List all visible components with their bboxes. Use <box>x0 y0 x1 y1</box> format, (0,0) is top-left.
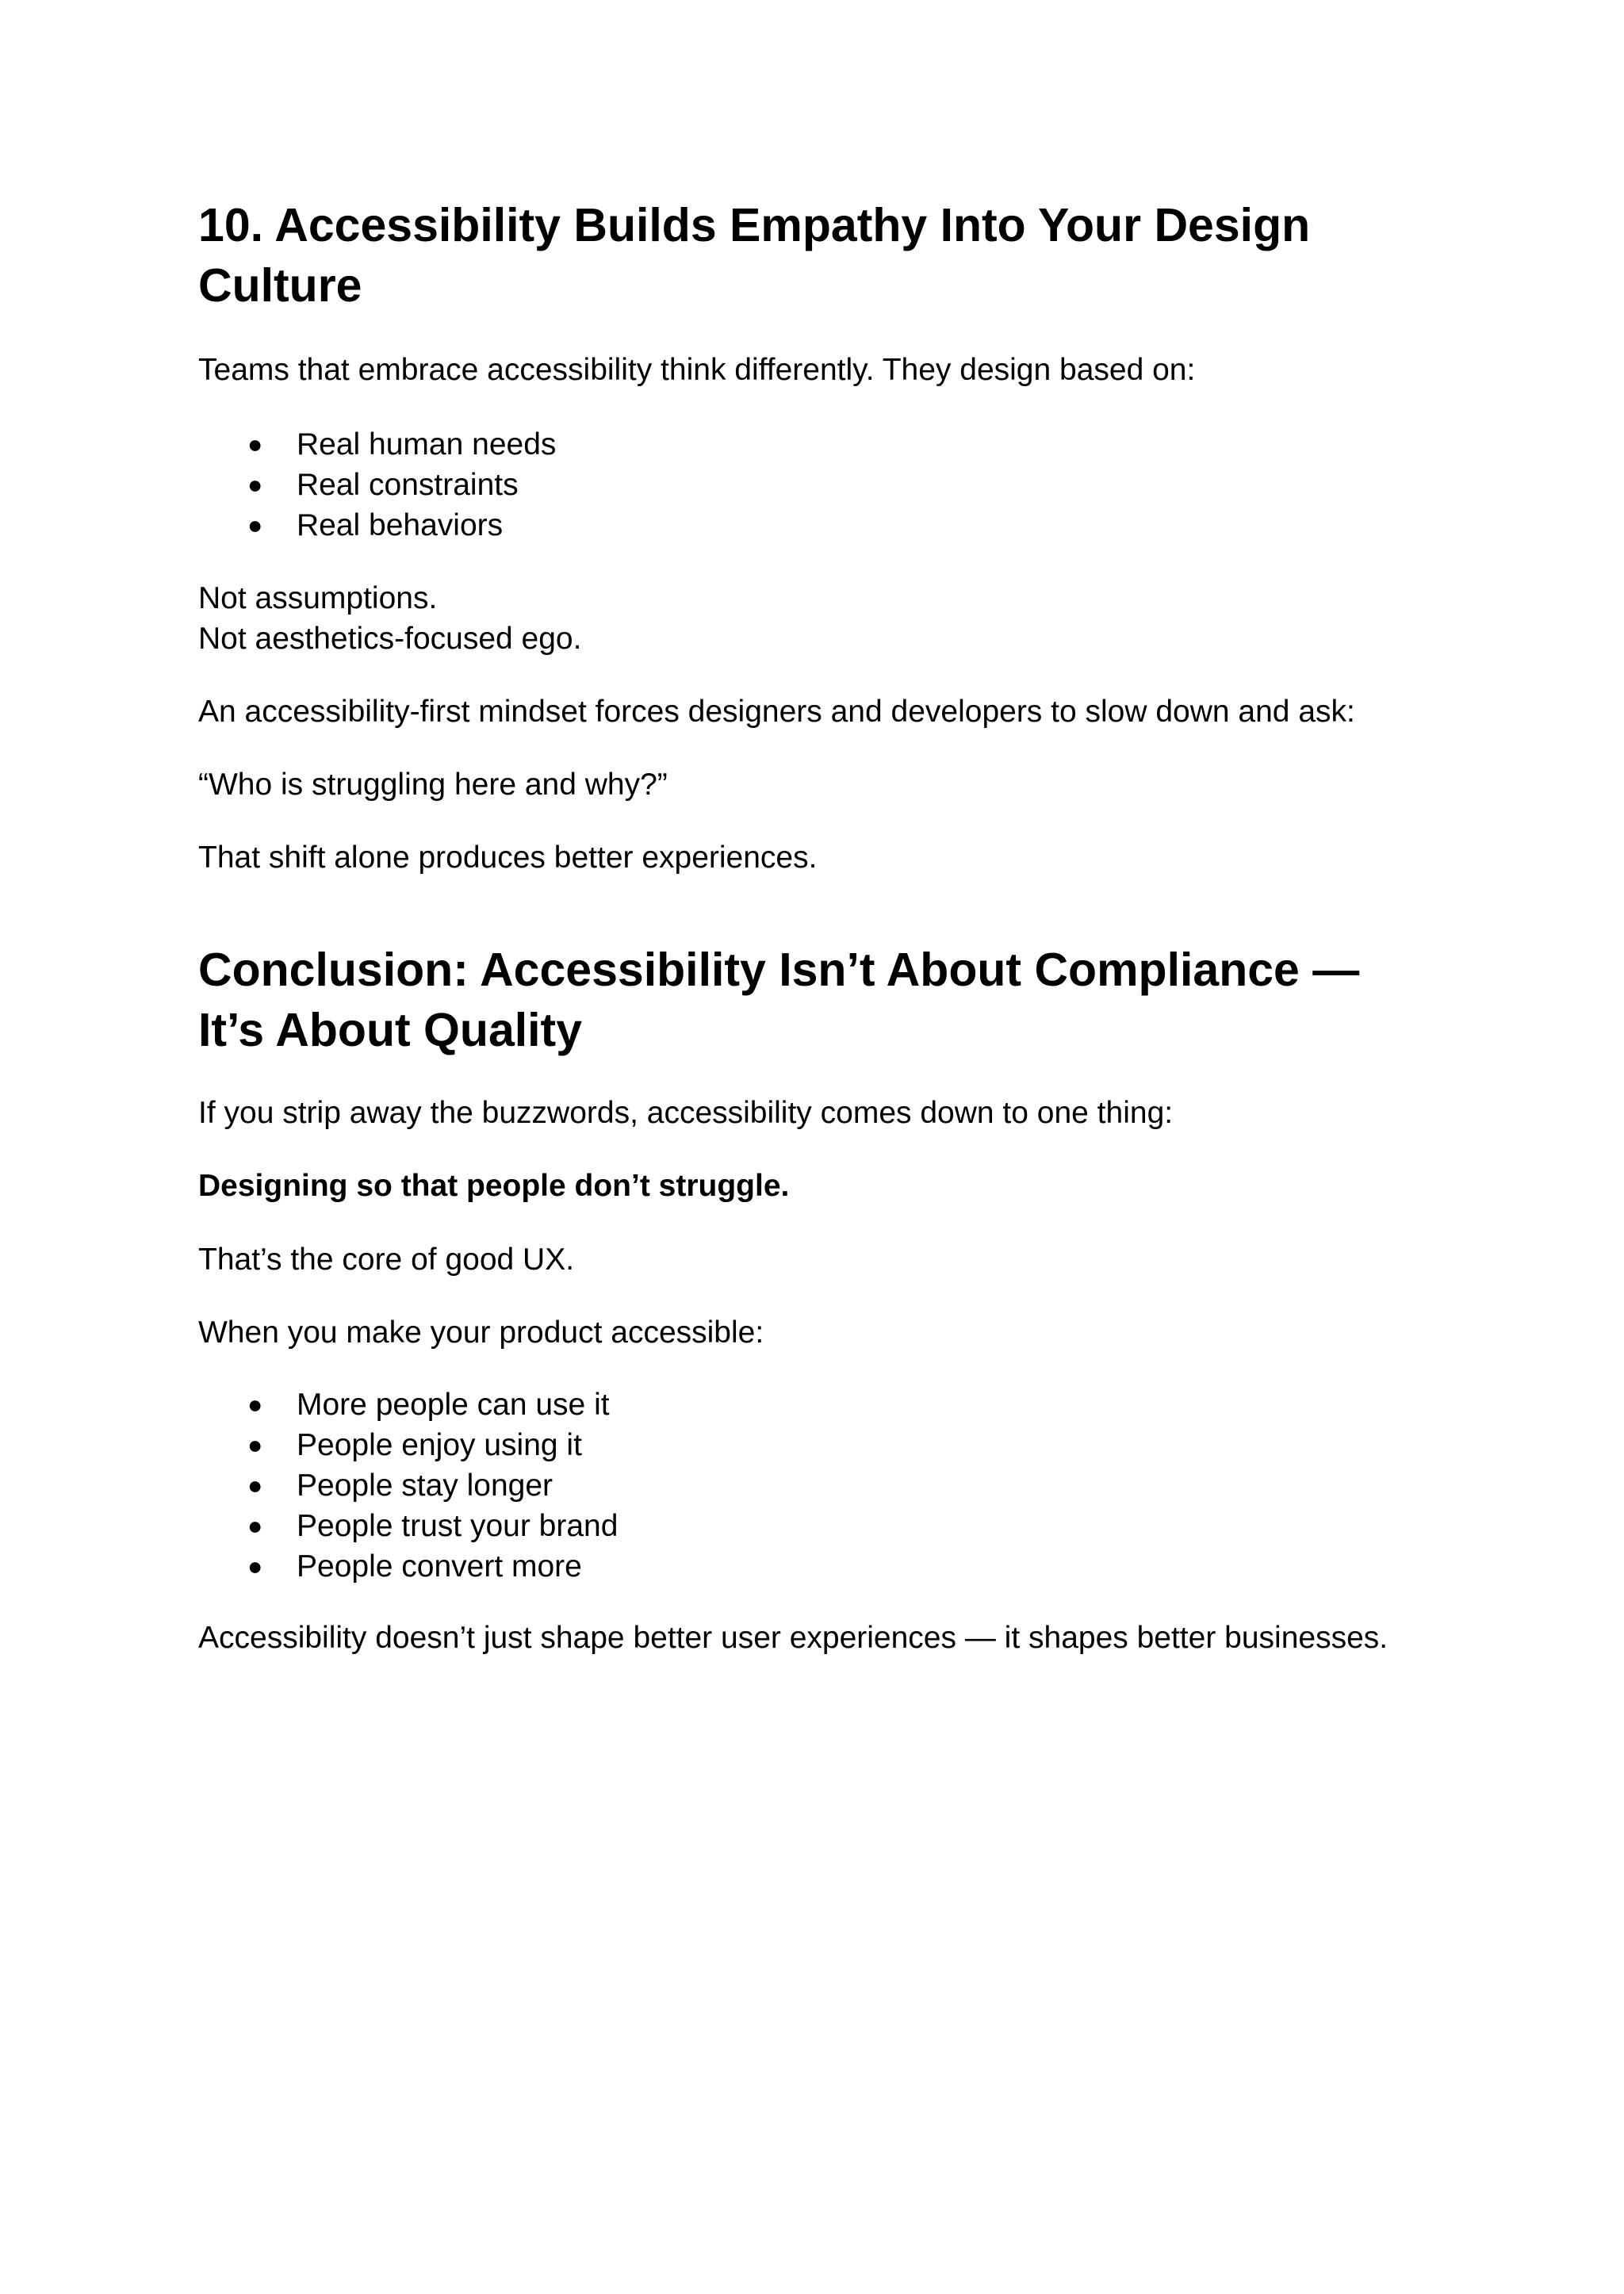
list-item-text: Real constraints <box>297 468 519 502</box>
list-item-text: People stay longer <box>297 1469 553 1503</box>
list-item <box>198 505 556 546</box>
section-heading: Conclusion: Accessibility Isn’t About Compliance — It’s About Quality <box>198 944 1360 1056</box>
list-item <box>198 1546 618 1587</box>
list-item <box>198 1506 618 1546</box>
bullet-icon: ● <box>247 1430 263 1459</box>
bullet-list <box>198 424 556 546</box>
quote: “Who is struggling here and why?” <box>198 768 668 802</box>
paragraph: An accessibility-first mindset forces designers and developers to slow down and ask: <box>198 695 1355 729</box>
paragraph: That shift alone produces better experiences. <box>198 841 818 875</box>
list-item <box>198 465 556 505</box>
list-item-text: Real human needs <box>297 427 557 461</box>
paragraph: If you strip away the buzzwords, accessibility comes down to one thing: <box>198 1096 1174 1130</box>
paragraph: That’s the core of good UX. <box>198 1243 575 1277</box>
paragraph: Not aesthetics-focused ego. <box>198 622 582 656</box>
list-item-text: People trust your brand <box>297 1509 619 1543</box>
list-item <box>198 1425 618 1465</box>
paragraph: Accessibility doesn’t just shape better user experiences — it shapes better businesses. <box>198 1621 1388 1655</box>
bullet-icon: ● <box>247 430 263 458</box>
note-block <box>198 578 581 659</box>
list-item <box>198 1384 618 1425</box>
bold-statement: Designing so that people don’t struggle. <box>198 1169 790 1203</box>
bullet-icon: ● <box>247 470 263 499</box>
section-heading: 10. Accessibility Builds Empathy Into Your Design Culture <box>198 199 1311 312</box>
bullet-icon: ● <box>247 1552 263 1580</box>
bullet-icon: ● <box>247 1511 263 1540</box>
bullet-icon: ● <box>247 1471 263 1499</box>
list-item <box>198 1465 618 1506</box>
paragraph: Teams that embrace accessibility think differently. They design based on: <box>198 353 1196 387</box>
list-item-text: Real behaviors <box>297 508 504 542</box>
bullet-icon: ● <box>247 511 263 539</box>
paragraph: Not assumptions. <box>198 581 438 615</box>
list-item <box>198 424 556 465</box>
list-item-text: People convert more <box>297 1549 582 1584</box>
list-item-text: More people can use it <box>297 1388 610 1422</box>
bullet-icon: ● <box>247 1390 263 1419</box>
bullet-list <box>198 1384 618 1587</box>
paragraph: When you make your product accessible: <box>198 1316 764 1350</box>
list-item-text: People enjoy using it <box>297 1428 582 1462</box>
